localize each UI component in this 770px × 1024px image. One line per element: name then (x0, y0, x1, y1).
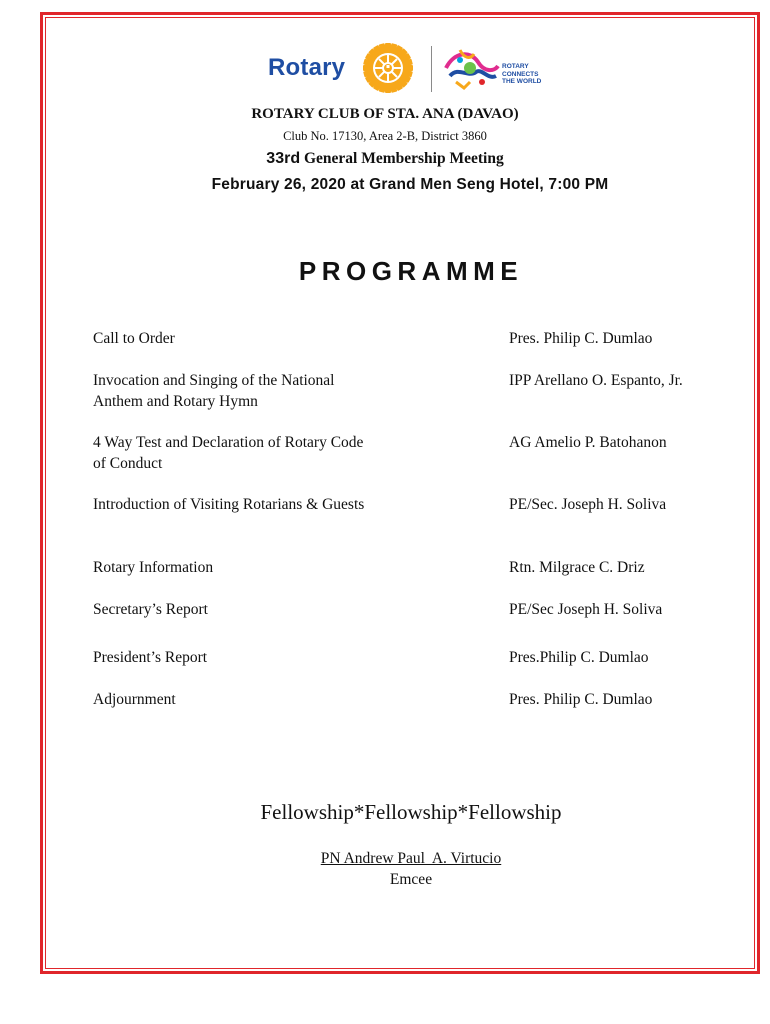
programme-person: IPP Arellano O. Espanto, Jr. (509, 372, 683, 389)
programme-person: Pres.Philip C. Dumlao (509, 649, 649, 666)
meeting-date-venue: February 26, 2020 at Grand Men Seng Hotel, 7:00 PM (211, 176, 609, 193)
club-name: ROTARY CLUB OF STA. ANA (DAVAO) (251, 106, 519, 122)
logo-divider (431, 46, 432, 92)
meeting-number: 33rd (266, 150, 301, 167)
logo-row (0, 42, 770, 94)
programme-item: President’s Report (93, 649, 208, 666)
programme-item: 4 Way Test and Declaration of Rotary Code of Conduct (93, 434, 364, 472)
programme-item: Adjournment (93, 691, 176, 708)
rotary-connects-the-world-icon (440, 42, 502, 94)
meeting-name: General Membership Meeting (303, 150, 504, 167)
emcee-name: PN Andrew Paul A. Virtucio (320, 850, 502, 867)
programme-item: Invocation and Singing of the National Anthem and Rotary Hymn (93, 372, 335, 410)
rotary-wordmark: Rotary (268, 54, 346, 81)
programme-person: Pres. Philip C. Dumlao (509, 330, 653, 347)
emcee-role: Emcee (389, 871, 433, 888)
programme-person: PE/Sec. Joseph H. Soliva (509, 496, 667, 513)
list-item (93, 599, 663, 620)
fellowship-line: Fellowship*Fellowship*Fellowship (260, 800, 562, 824)
list-item (93, 370, 683, 412)
programme-item: Call to Order (93, 330, 175, 347)
club-info: Club No. 17130, Area 2-B, District 3860 (283, 129, 487, 143)
connects-the-world-text: ROTARY CONNECTS THE WORLD (502, 63, 542, 85)
list-item (93, 432, 667, 474)
programme-item: Secretary’s Report (93, 601, 208, 618)
list-item (93, 494, 667, 515)
meeting-title (0, 150, 770, 168)
programme-person: PE/Sec Joseph H. Soliva (509, 601, 663, 618)
programme-person: AG Amelio P. Batohanon (509, 434, 667, 451)
programme-item: Introduction of Visiting Rotarians & Guests (93, 496, 365, 513)
list-item (93, 557, 645, 578)
rotary-wheel-icon (360, 42, 416, 94)
programme-person: Rtn. Milgrace C. Driz (509, 559, 645, 576)
programme-title: PROGRAMME (298, 256, 524, 286)
list-item (93, 328, 653, 349)
list-item (93, 689, 653, 710)
programme-person: Pres. Philip C. Dumlao (509, 691, 653, 708)
programme-item: Rotary Information (93, 559, 214, 576)
list-item (93, 647, 649, 668)
